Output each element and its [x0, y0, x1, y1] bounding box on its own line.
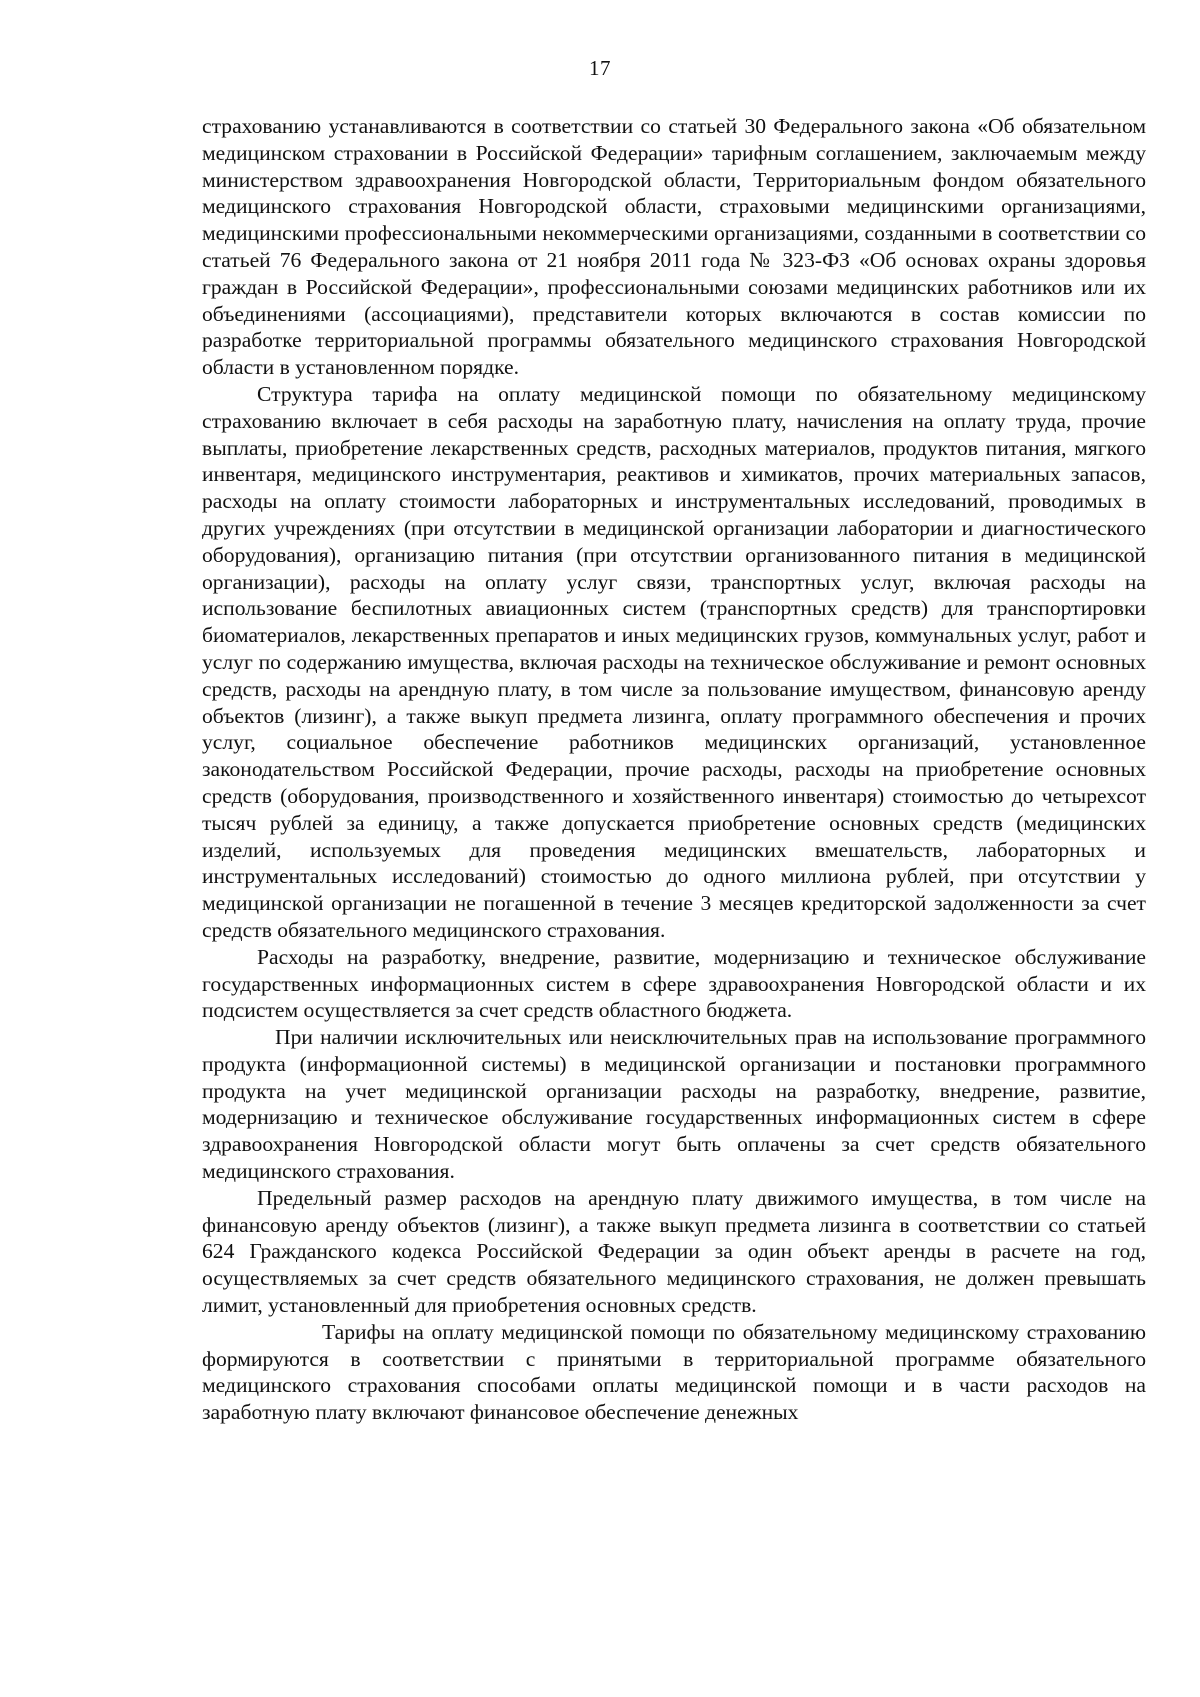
paragraph-tariffs-formation: Тарифы на оплату медицинской помощи по обязательному медицинскому страхованию формируются в соответствии с принятыми в территориальной программе обязательного медицинского страхования способами оплаты медицинской помощи и в части расходов на заработную плату включают финансовое обеспечение денежных [202, 1319, 1146, 1425]
paragraph-software-rights: При наличии исключительных или неисключительных прав на использование программного продукта (информационной системы) в медицинской организации и постановки программного продукта на учет медицинской организации расходы на разработку, внедрение, развитие, модернизацию и техническое обслуживание государственных информационных систем в сфере здравоохранения Новгородской области могут быть оплачены за счет средств обязательного медицинского страхования. [202, 1025, 1146, 1184]
paragraph-rent-limit: Предельный размер расходов на арендную плату движимого имущества, в том числе на финансовую аренду объектов (лизинг), а также выкуп предмета лизинга в соответствии со статьей 624 Гражданского кодекса Российской Федерации за один объект аренды в расчете на год, осуществляемых за счет средств обязательного медицинского страхования, не должен превышать лимит, установленный для приобретения основных средств. [202, 1185, 1146, 1318]
page-number: 17 [589, 56, 611, 80]
paragraph-information-systems-expenses: Расходы на разработку, внедрение, развитие, модернизацию и техническое обслуживание государственных информационных систем в сфере здравоохранения Новгородской области и их подсистем осуществляется за счет средств областного бюджета. [202, 944, 1146, 1023]
paragraph-continuation: страхованию устанавливаются в соответствии со статьей 30 Федерального закона «Об обязательном медицинском страховании в Российской Федерации» тарифным соглашением, заключаемым между министерством здравоохранения Новгородской области, Территориальным фондом обязательного медицинского страхования Новгородской области, страховыми медицинскими организациями, медицинскими профессиональными некоммерческими организациями, созданными в соответствии со статьей 76 Федерального закона от 21 ноября 2011 года № 323-ФЗ «Об основах охраны здоровья граждан в Российской Федерации», профессиональными союзами медицинских работников или их объединениями (ассоциациями), представители которых включаются в состав комиссии по разработке территориальной программы обязательного медицинского страхования Новгородской области в установленном порядке. [202, 114, 1146, 380]
paragraph-tariff-structure: Структура тарифа на оплату медицинской помощи по обязательному медицинскому страхованию включает в себя расходы на заработную плату, начисления на оплату труда, прочие выплаты, приобретение лекарственных средств, расходных материалов, продуктов питания, мягкого инвентаря, медицинского инструментария, реактивов и химикатов, прочих материальных запасов, расходы на оплату стоимости лабораторных и инструментальных исследований, проводимых в других учреждениях (при отсутствии в медицинской организации лаборатории и диагностического оборудования), организацию питания (при отсутствии организованного питания в медицинской организации), расходы на оплату услуг связи, транспортных услуг, включая расходы на использование беспилотных авиационных систем (транспортных средств) для транспортировки биоматериалов, лекарственных препаратов и иных медицинских грузов, коммунальных услуг, работ и услуг по содержанию имущества, включая расходы на техническое обслуживание и ремонт основных средств, расходы на арендную плату, в том числе за пользование имуществом, финансовую аренду объектов (лизинг), а также выкуп предмета лизинга, оплату программного обеспечения и прочих услуг, социальное обеспечение работников медицинских организаций, установленное законодательством Российской Федерации, прочие расходы, расходы на приобретение основных средств (оборудования, производственного и хозяйственного инвентаря) стоимостью до четырехсот тысяч рублей за единицу, а также допускается приобретение основных средств (медицинских изделий, используемых для проведения медицинских вмешательств, лабораторных и инструментальных исследований) стоимостью до одного миллиона рублей, при отсутствии у медицинской организации не погашенной в течение 3 месяцев кредиторской задолженности за счет средств обязательного медицинского страхования. [202, 381, 1146, 942]
document-body [202, 113, 1146, 1426]
